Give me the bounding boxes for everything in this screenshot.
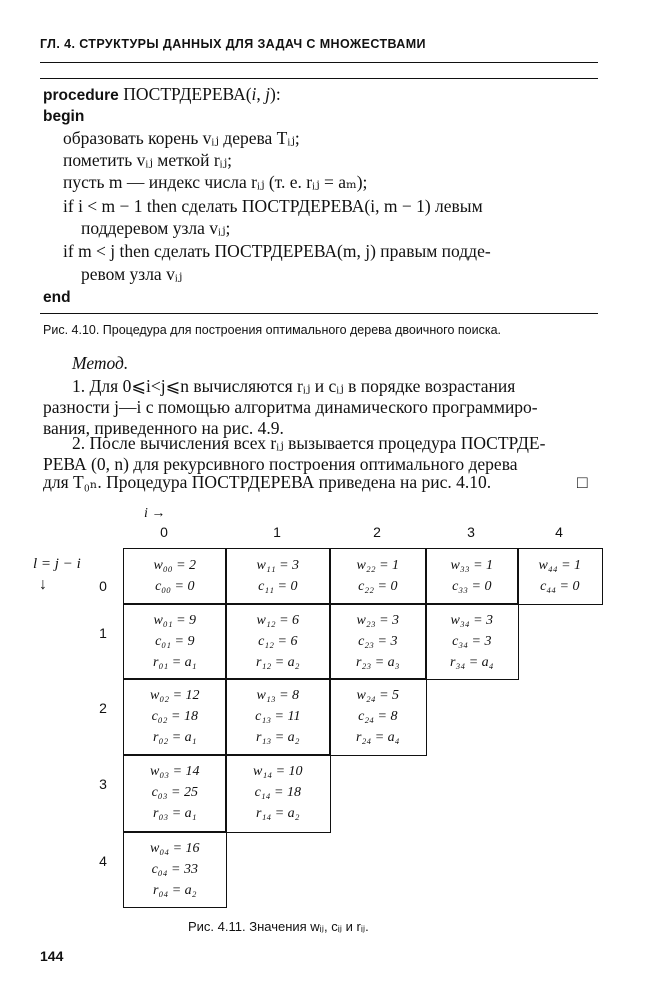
table-cell <box>425 603 519 680</box>
paragraph-line: вания, приведенного на рис. 4.9. <box>43 418 284 438</box>
table-cell <box>123 678 227 756</box>
figure-caption-4-11: Рис. 4.11. Значения wᵢⱼ, cᵢⱼ и rᵢⱼ. <box>188 919 369 934</box>
cell-value: w₀₁ = 9 <box>153 613 197 628</box>
cell-value: w₀₄ = 16 <box>150 841 200 856</box>
cell-value: c₂₃ = 3 <box>358 634 398 649</box>
procedure-line: begin <box>43 108 85 125</box>
cell-value: w₂₃ = 3 <box>356 613 400 628</box>
procedure-line: пусть m — индекс числа rᵢⱼ (т. е. rᵢⱼ = aₘ); <box>63 172 368 192</box>
cell-value: w₁₁ = 3 <box>256 558 300 573</box>
paragraph-line: 1. Для 0⩽i<j⩽n вычисляются rᵢⱼ и cᵢⱼ в порядке возрастания <box>72 376 516 396</box>
table-cell <box>123 548 227 605</box>
cell-value: r₀₁ = a₁ <box>153 655 197 670</box>
cell-value: c₄₄ = 0 <box>540 579 580 594</box>
end-of-proof-mark: □ <box>577 472 588 492</box>
header-rule <box>40 62 598 63</box>
cell-value: c₁₄ = 18 <box>254 785 301 800</box>
procedure-line: if m < j then сделать ПОСТРДЕРЕВА(m, j) правым подде- <box>63 241 491 261</box>
row-label: 2 <box>99 700 107 716</box>
cell-value: w₁₂ = 6 <box>256 613 300 628</box>
procedure-line: end <box>43 289 71 306</box>
cell-value: r₁₃ = a₂ <box>256 730 300 745</box>
procedure-line: пометить vᵢⱼ меткой rᵢⱼ; <box>63 150 233 170</box>
procedure-line: образовать корень vᵢⱼ дерева Tᵢⱼ; <box>63 128 300 148</box>
procedure-top-rule <box>40 78 598 79</box>
table-cell <box>225 603 331 680</box>
cell-value: r₁₂ = a₂ <box>256 655 300 670</box>
table-cell <box>329 678 427 756</box>
cell-value: r₂₄ = a₄ <box>356 730 400 745</box>
procedure-line: поддеревом узла vᵢⱼ; <box>81 218 231 238</box>
cell-value: w₀₀ = 2 <box>153 558 197 573</box>
page-number: 144 <box>40 948 64 964</box>
procedure-line: procedure ПОСТРДЕРЕВА(i, j): <box>43 84 281 104</box>
row-label: 0 <box>99 578 107 594</box>
column-header: 3 <box>467 524 475 540</box>
table-cell <box>425 548 519 605</box>
cell-value: c₀₃ = 25 <box>151 785 198 800</box>
row-label: 4 <box>99 853 107 869</box>
cell-value: r₃₄ = a₄ <box>450 655 494 670</box>
cell-value: c₀₂ = 18 <box>151 709 198 724</box>
method-title: Метод. <box>72 353 129 373</box>
row-label: 1 <box>99 625 107 641</box>
cell-value: r₀₄ = a₂ <box>153 883 197 898</box>
cell-value: c₂₂ = 0 <box>358 579 398 594</box>
cell-value: w₂₄ = 5 <box>356 688 400 703</box>
table-cell <box>225 754 331 833</box>
cell-value: c₀₁ = 9 <box>155 634 195 649</box>
cell-value: r₁₄ = a₂ <box>256 806 300 821</box>
table-cell <box>329 548 427 605</box>
cell-value: c₃₃ = 0 <box>452 579 492 594</box>
cell-value: w₂₂ = 1 <box>356 558 400 573</box>
cell-value: c₀₄ = 33 <box>151 862 198 877</box>
cell-value: c₃₄ = 3 <box>452 634 492 649</box>
table-cell <box>225 548 331 605</box>
table-cell <box>225 678 331 756</box>
column-header: 2 <box>373 524 381 540</box>
cell-value: w₄₄ = 1 <box>538 558 582 573</box>
column-header: 0 <box>160 524 168 540</box>
down-arrow-icon: ↓ <box>39 576 47 593</box>
table-cell <box>123 603 227 680</box>
column-header: 1 <box>273 524 281 540</box>
figure-caption-4-10: Рис. 4.10. Процедура для построения оптимального дерева двоичного поиска. <box>43 323 502 337</box>
cell-value: c₂₄ = 8 <box>358 709 398 724</box>
paragraph-line: 2. После вычисления всех rᵢⱼ вызывается процедура ПОСТРДЕ- <box>72 433 546 453</box>
cell-value: w₀₂ = 12 <box>150 688 200 703</box>
column-header: 4 <box>555 524 563 540</box>
cell-value: w₀₃ = 14 <box>150 764 200 779</box>
cell-value: c₀₀ = 0 <box>155 579 195 594</box>
cell-value: w₃₃ = 1 <box>450 558 494 573</box>
procedure-line: if i < m − 1 then сделать ПОСТРДЕРЕВА(i, m − 1) левым <box>63 196 483 216</box>
procedure-bottom-rule <box>40 313 598 314</box>
cell-value: r₂₃ = a₃ <box>356 655 400 670</box>
cell-value: c₁₁ = 0 <box>258 579 298 594</box>
row-label: 3 <box>99 776 107 792</box>
cell-value: w₁₃ = 8 <box>256 688 300 703</box>
l-axis-label: l = j − i <box>33 556 81 572</box>
running-header: ГЛ. 4. СТРУКТУРЫ ДАННЫХ ДЛЯ ЗАДАЧ С МНОЖЕСТВАМИ <box>40 37 426 51</box>
cell-value: r₀₂ = a₁ <box>153 730 197 745</box>
table-cell <box>329 603 427 680</box>
procedure-line: ревом узла vᵢⱼ <box>81 264 183 284</box>
i-axis-label: i → <box>144 506 166 521</box>
paragraph-line: РЕВА (0, n) для рекурсивного построения оптимального дерева <box>43 454 518 474</box>
table-cell <box>123 754 227 833</box>
paragraph-line: для T₀ₙ. Процедура ПОСТРДЕРЕВА приведена на рис. 4.10. <box>43 472 492 492</box>
table-cell <box>123 831 227 908</box>
cell-value: r₀₃ = a₁ <box>153 806 197 821</box>
cell-value: w₃₄ = 3 <box>450 613 494 628</box>
cell-value: c₁₂ = 6 <box>258 634 298 649</box>
cell-value: c₁₃ = 11 <box>255 709 301 724</box>
table-cell <box>517 548 603 605</box>
cell-value: w₁₄ = 10 <box>253 764 303 779</box>
paragraph-line: разности j—i с помощью алгоритма динамического программиро- <box>43 397 538 417</box>
